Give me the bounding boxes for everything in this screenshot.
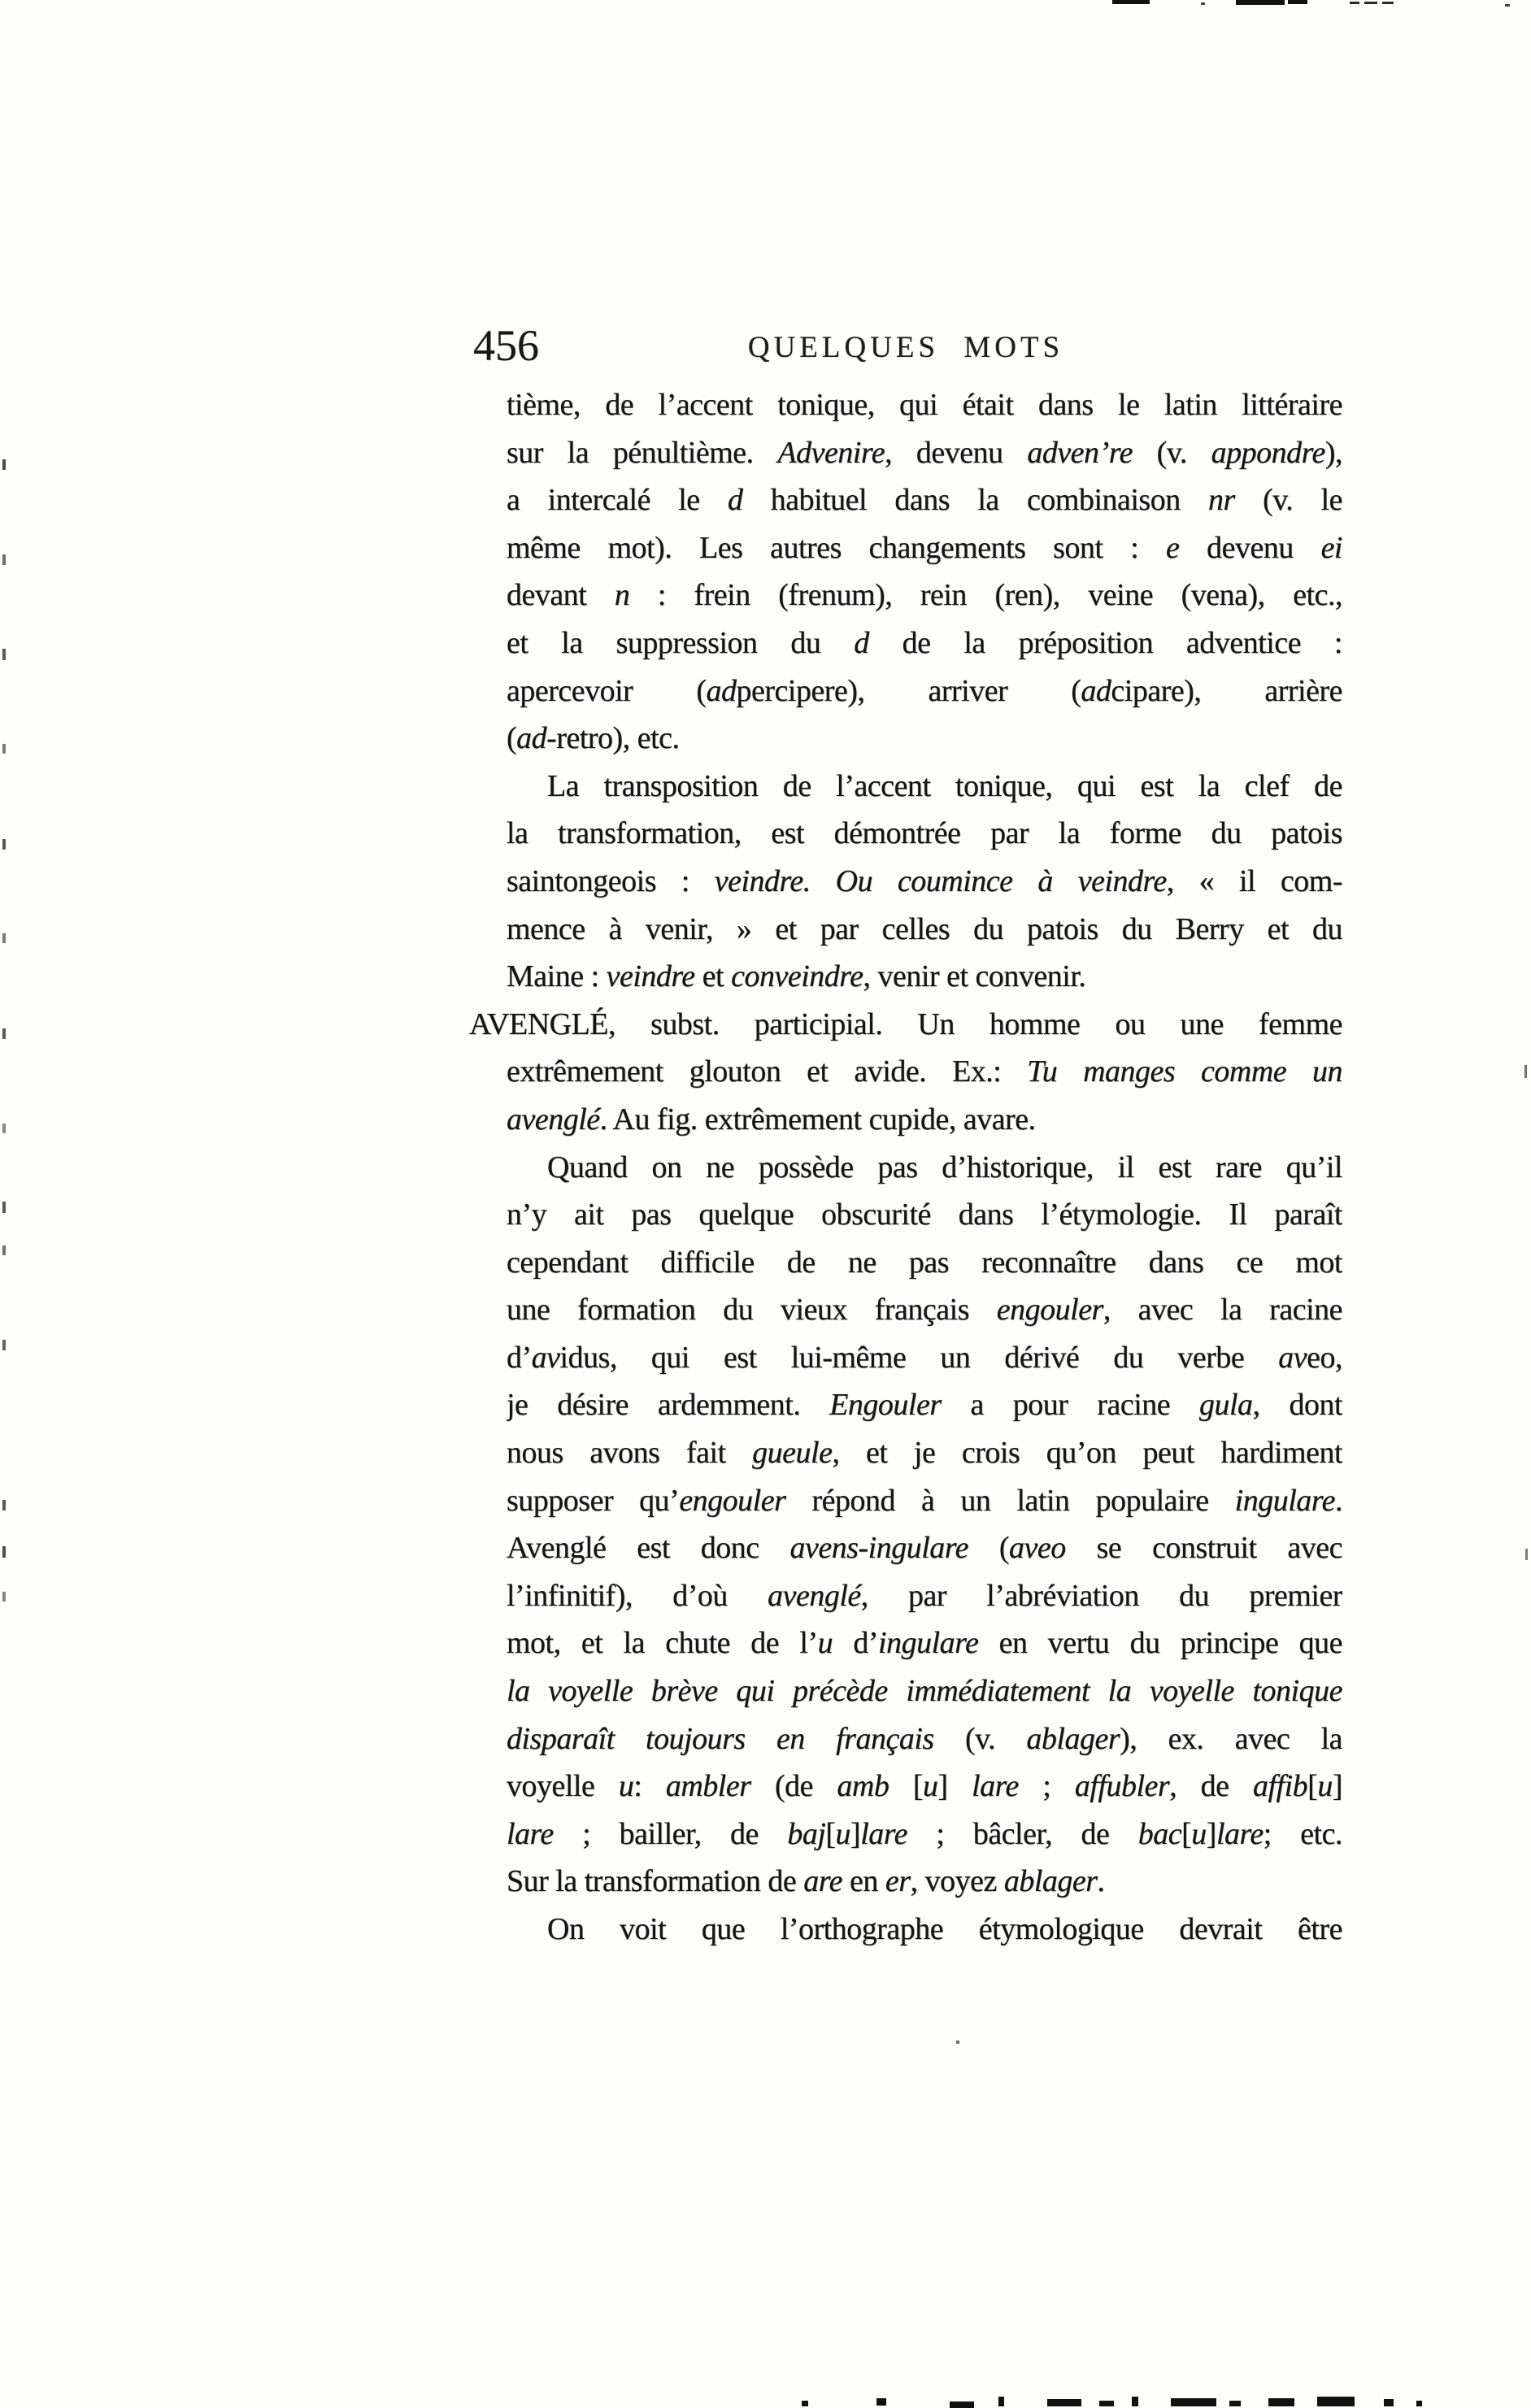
text-line: et la suppression du d de la préposition adventice : [507, 625, 1342, 660]
text-line: disparaît toujours en français (v. ablager), ex. avec la [507, 1721, 1342, 1756]
text-line: sur la pénultième. Advenire, devenu adven’re (v. appondre), [507, 435, 1342, 470]
scan-speck [2, 459, 6, 470]
scan-speck [876, 2398, 886, 2406]
scan-speck [998, 2397, 1004, 2406]
scan-speck [2, 1028, 6, 1039]
text-line: mence à venir, » et par celles du patois du Berry et du [507, 911, 1342, 946]
text-line: La transposition de l’accent tonique, qui est la clef de [547, 768, 1342, 803]
scan-speck [2, 1202, 6, 1213]
text-line: la voyelle brève qui précède immédiatement la voyelle tonique [507, 1674, 1342, 1709]
scan-speck [2, 1500, 6, 1510]
scan-speck [1236, 0, 1285, 5]
text-line: Quand on ne possède pas d’historique, il est rare qu’il [547, 1150, 1342, 1184]
scan-speck [2, 1546, 6, 1558]
page-header [0, 319, 1531, 376]
scan-speck [1525, 1549, 1528, 1560]
text-line: lare ; bailler, de baj[u]lare ; bâcler, de bac[u]lare; etc. [507, 1816, 1342, 1851]
scan-speck [802, 2401, 808, 2406]
text-line: Sur la transformation de are en er, voyez ablager. [507, 1864, 1105, 1899]
scan-speck [1384, 2399, 1394, 2406]
text-line: je désire ardemment. Engouler a pour racine gula, dont [507, 1388, 1342, 1423]
scan-speck [2, 1592, 6, 1602]
scan-speck [1382, 2, 1394, 4]
scan-speck [1171, 2398, 1216, 2406]
text-line: (ad-retro), etc. [507, 721, 680, 756]
text-line: tième, de l’accent tonique, qui était dans le latin littéraire [507, 388, 1342, 422]
page-number: 456 [473, 321, 539, 370]
scan-speck [1268, 2398, 1294, 2406]
text-line: cependant difficile de ne pas reconnaître dans ce mot [507, 1245, 1342, 1280]
text-line: n’y ait pas quelque obscurité dans l’étymologie. Il paraît [507, 1197, 1342, 1232]
text-line: mot, et la chute de l’u d’ingulare en vertu du principe que [507, 1626, 1342, 1661]
scan-speck [2, 933, 6, 943]
scan-speck [1288, 0, 1307, 4]
scan-speck [1350, 2, 1359, 4]
scan-speck [2, 649, 6, 660]
scan-speck [1416, 2401, 1422, 2406]
text-line: la transformation, est démontrée par la forme du patois [507, 816, 1342, 851]
scan-speck [1229, 2401, 1241, 2406]
scan-speck [1364, 2, 1377, 4]
scan-speck [1099, 2401, 1114, 2406]
text-line: Avenglé est donc avens-ingulare (aveo se construit avec [507, 1531, 1342, 1566]
text-line: d’avidus, qui est lui-même un dérivé du verbe aveo, [507, 1340, 1342, 1375]
text-line: une formation du vieux français engouler, avec la racine [507, 1293, 1342, 1328]
scan-speck [2, 1340, 6, 1350]
scan-speck [1524, 1065, 1527, 1078]
scan-speck [1112, 0, 1150, 4]
scan-speck [1201, 2, 1205, 5]
scan-speck [2, 839, 6, 850]
scan-speck [2, 744, 6, 754]
text-line: a intercalé le d habituel dans la combinaison nr (v. le [507, 483, 1342, 518]
text-line: devant n : frein (frenum), rein (ren), veine (vena), etc., [507, 578, 1342, 613]
page-body [469, 381, 1342, 1954]
scan-speck [956, 2041, 959, 2044]
scan-speck [1505, 4, 1510, 7]
scan-speck [950, 2401, 974, 2408]
text-line: Maine : veindre et conveindre, venir et convenir. [507, 959, 1086, 994]
text-line: avenglé. Au fig. extrêmement cupide, avare. [507, 1102, 1036, 1137]
text-line: l’infinitif), d’où avenglé, par l’abréviation du premier [507, 1578, 1342, 1613]
scan-speck [1132, 2397, 1138, 2406]
scan-speck [2, 1245, 6, 1255]
text-line: supposer qu’engouler répond à un latin populaire ingulare. [507, 1483, 1342, 1518]
text-line: apercevoir (adpercipere), arriver (adcipare), arrière [507, 673, 1342, 708]
text-line: extrêmement glouton et avide. Ex.: Tu manges comme un [507, 1054, 1342, 1089]
scan-speck [2, 554, 6, 565]
scan-speck [1317, 2397, 1355, 2406]
text-line: voyelle u: ambler (de amb [u] lare ; affubler, de affib[u] [507, 1769, 1342, 1804]
text-line: saintongeois : veindre. Ou coumince à veindre, « il com- [507, 863, 1342, 898]
text-line: même mot). Les autres changements sont : e devenu ei [507, 530, 1342, 565]
text-line: On voit que l’orthographe étymologique devrait être [547, 1912, 1342, 1946]
text-line: nous avons fait gueule, et je crois qu’on peut hardiment [507, 1436, 1342, 1471]
scan-speck [1047, 2399, 1081, 2406]
text-line: AVENGLÉ, subst. participial. Un homme ou une femme [469, 1006, 1342, 1041]
running-title: QUELQUES MOTS [747, 331, 1064, 364]
scan-speck [2, 1124, 6, 1133]
